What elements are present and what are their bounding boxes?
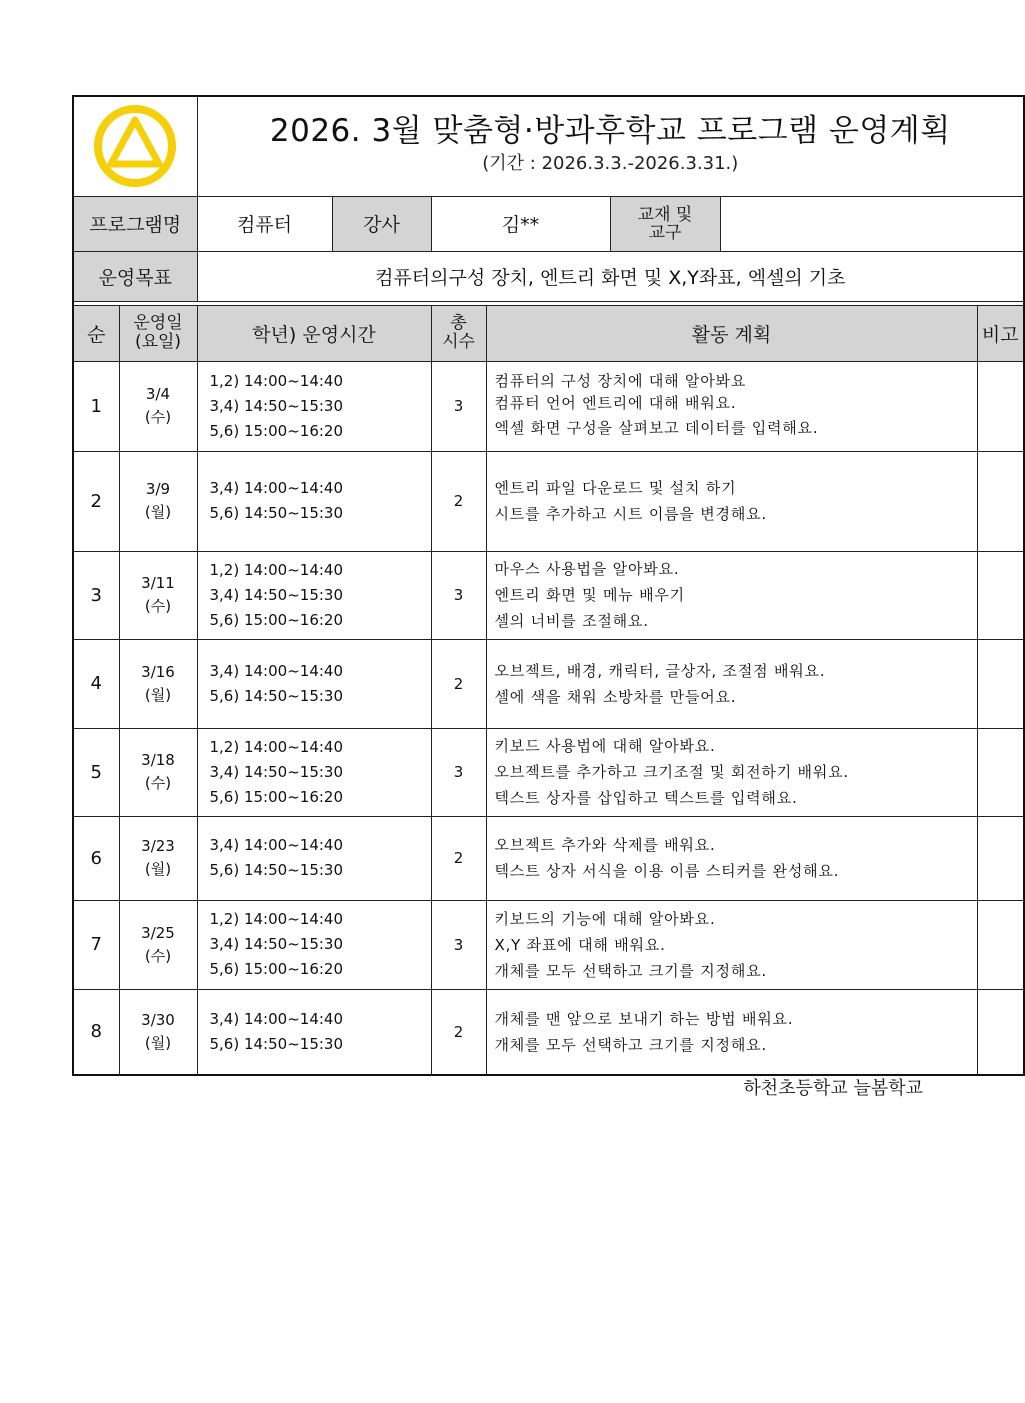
col-hours [431, 305, 486, 361]
row-note [977, 361, 1024, 451]
row-times [197, 900, 431, 989]
day-text: (월) [144, 1033, 172, 1052]
row-number: 5 [73, 728, 119, 816]
day-text: (수) [144, 946, 172, 965]
row-hours: 3 [431, 900, 486, 989]
row-hours: 3 [431, 728, 486, 816]
row-number: 6 [73, 816, 119, 900]
activity-line: 오브젝트 추가와 삭제를 배워요. [494, 836, 716, 854]
row-date [119, 361, 197, 451]
school-emblem-icon [93, 104, 177, 188]
activity-line: 오브젝트를 추가하고 크기조절 및 회전하기 배워요. [494, 763, 850, 781]
date-text: 3/18 [141, 751, 175, 769]
row-times [197, 816, 431, 900]
row-activities [486, 361, 977, 451]
time-line: 5,6) 14:50~15:30 [209, 1034, 343, 1053]
col-hours-line-1: 총 [450, 313, 467, 333]
activity-line: 오브젝트, 배경, 캐릭터, 글상자, 조절점 배워요. [494, 661, 826, 680]
row-number: 7 [73, 900, 119, 989]
row-date [119, 551, 197, 639]
goal-value: 컴퓨터의구성 장치, 엔트리 화면 및 X,Y좌표, 엑셀의 기초 [197, 251, 1024, 301]
row-number: 8 [73, 989, 119, 1075]
row-note [977, 989, 1024, 1075]
activity-line: 엔트리 파일 다운로드 및 설치 하기 [494, 479, 737, 497]
program-info-row [73, 196, 1024, 251]
row-times [197, 551, 431, 639]
day-text: (월) [144, 503, 172, 521]
table-row [73, 900, 1024, 989]
activity-line: 키보드의 기능에 대해 알아봐요. [494, 909, 716, 928]
activity-line: 셀에 색을 채워 소방차를 만들어요. [494, 687, 737, 706]
table-row [73, 361, 1024, 451]
goal-row [73, 251, 1024, 301]
period-text: (기간 : 2026.3.3.-2026.3.31.) [482, 153, 739, 174]
row-date [119, 639, 197, 728]
day-text: (월) [144, 860, 172, 878]
row-activities [486, 900, 977, 989]
time-line: 5,6) 14:50~15:30 [209, 861, 343, 879]
time-line: 1,2) 14:00~14:40 [209, 371, 343, 390]
materials-label-line-2: 교구 [648, 222, 682, 243]
activity-line: 컴퓨터 언어 엔트리에 대해 배워요. [494, 394, 737, 412]
activity-line: 텍스트 상자를 삽입하고 텍스트를 입력해요. [494, 789, 798, 807]
table-row [73, 989, 1024, 1075]
date-text: 3/25 [141, 923, 175, 942]
activity-line: 텍스트 상자 서식을 이용 이름 스티커를 완성해요. [494, 862, 840, 880]
col-date-line-1: 운영일 [133, 313, 183, 333]
time-line: 5,6) 14:50~15:30 [209, 686, 343, 705]
document [72, 95, 1019, 1076]
teacher-label: 강사 [332, 196, 431, 251]
activity-line: 개체를 모두 선택하고 크기를 지정해요. [494, 961, 767, 980]
row-note [977, 816, 1024, 900]
table-row [73, 551, 1024, 639]
title-cell [197, 96, 1024, 196]
time-line: 1,2) 14:00~14:40 [209, 910, 343, 928]
row-date [119, 989, 197, 1075]
activity-line: 시트를 추가하고 시트 이름을 변경해요. [494, 505, 767, 523]
time-line: 5,6) 15:00~16:20 [209, 610, 343, 629]
time-line: 3,4) 14:50~15:30 [209, 935, 343, 953]
col-plan: 활동 계획 [486, 305, 977, 361]
row-times [197, 989, 431, 1075]
time-line: 5,6) 14:50~15:30 [209, 504, 343, 522]
activity-line: 엑셀 화면 구성을 살펴보고 데이터를 입력해요. [494, 419, 819, 437]
program-value: 컴퓨터 [197, 196, 332, 251]
time-line: 3,4) 14:50~15:30 [209, 762, 343, 781]
row-date [119, 451, 197, 551]
time-line: 1,2) 14:00~14:40 [209, 737, 343, 756]
date-text: 3/11 [141, 574, 175, 592]
row-times [197, 639, 431, 728]
time-line: 5,6) 15:00~16:20 [209, 787, 343, 806]
date-text: 3/30 [141, 1010, 175, 1029]
col-hours-line-2: 시수 [442, 332, 475, 352]
time-line: 3,4) 14:00~14:40 [209, 661, 343, 680]
row-activities [486, 639, 977, 728]
materials-value [720, 196, 1024, 251]
row-date [119, 900, 197, 989]
row-note [977, 900, 1024, 989]
time-line: 5,6) 15:00~16:20 [209, 421, 343, 440]
plan-table [72, 95, 1025, 1076]
header-row [73, 96, 1024, 196]
row-number: 1 [73, 361, 119, 451]
row-hours: 2 [431, 451, 486, 551]
row-times [197, 361, 431, 451]
row-date [119, 816, 197, 900]
row-times [197, 451, 431, 551]
col-no: 순 [73, 305, 119, 361]
time-line: 5,6) 15:00~16:20 [209, 960, 343, 978]
activity-line: 마우스 사용법을 알아봐요. [494, 560, 680, 578]
date-text: 3/23 [141, 837, 175, 855]
date-text: 3/9 [145, 480, 171, 498]
activity-line: 키보드 사용법에 대해 알아봐요. [494, 737, 716, 755]
col-note: 비고 [977, 305, 1024, 361]
table-row [73, 639, 1024, 728]
row-number: 3 [73, 551, 119, 639]
table-row [73, 728, 1024, 816]
col-time: 학년) 운영시간 [197, 305, 431, 361]
row-activities [486, 451, 977, 551]
row-times [197, 728, 431, 816]
program-label: 프로그램명 [73, 196, 197, 251]
row-hours: 3 [431, 551, 486, 639]
activity-line: 컴퓨터의 구성 장치에 대해 알아봐요 [494, 372, 747, 390]
day-text: (수) [144, 597, 172, 615]
row-activities [486, 551, 977, 639]
row-note [977, 451, 1024, 551]
activity-line: X,Y 좌표에 대해 배워요. [494, 935, 666, 954]
row-activities [486, 816, 977, 900]
day-text: (월) [144, 685, 172, 704]
activity-line: 개체를 맨 앞으로 보내기 하는 방법 배워요. [494, 1009, 794, 1028]
table-row [73, 816, 1024, 900]
time-line: 3,4) 14:00~14:40 [209, 1009, 343, 1028]
row-hours: 2 [431, 639, 486, 728]
col-date [119, 305, 197, 361]
activity-line: 엔트리 화면 및 메뉴 배우기 [494, 586, 685, 604]
row-activities [486, 728, 977, 816]
day-text: (수) [144, 408, 172, 426]
materials-label [610, 196, 720, 251]
row-number: 2 [73, 451, 119, 551]
teacher-value: 김** [431, 196, 610, 251]
activity-line: 셀의 너비를 조절해요. [494, 612, 649, 630]
time-line: 3,4) 14:00~14:40 [209, 836, 343, 854]
time-line: 3,4) 14:50~15:30 [209, 396, 343, 415]
page-title: 2026. 3월 맞춤형·방과후학교 프로그램 운영계획 [269, 113, 951, 149]
day-text: (수) [144, 774, 172, 792]
time-line: 3,4) 14:50~15:30 [209, 585, 343, 604]
row-hours: 2 [431, 989, 486, 1075]
row-hours: 3 [431, 361, 486, 451]
activity-line: 개체를 모두 선택하고 크기를 지정해요. [494, 1035, 767, 1054]
row-number: 4 [73, 639, 119, 728]
time-line: 3,4) 14:00~14:40 [209, 479, 343, 497]
row-note [977, 551, 1024, 639]
col-date-line-2: (요일) [134, 332, 182, 352]
date-text: 3/16 [141, 662, 175, 681]
row-activities [486, 989, 977, 1075]
goal-label: 운영목표 [73, 251, 197, 301]
materials-label-line-1: 교재 및 [637, 204, 693, 225]
row-note [977, 639, 1024, 728]
row-note [977, 728, 1024, 816]
date-text: 3/4 [145, 385, 171, 403]
time-line: 1,2) 14:00~14:40 [209, 560, 343, 579]
logo-cell [73, 96, 197, 196]
column-header-row [73, 305, 1024, 361]
footer-school: 하천초등학교 늘봄학교 [743, 1078, 923, 1099]
table-row [73, 451, 1024, 551]
row-date [119, 728, 197, 816]
row-hours: 2 [431, 816, 486, 900]
